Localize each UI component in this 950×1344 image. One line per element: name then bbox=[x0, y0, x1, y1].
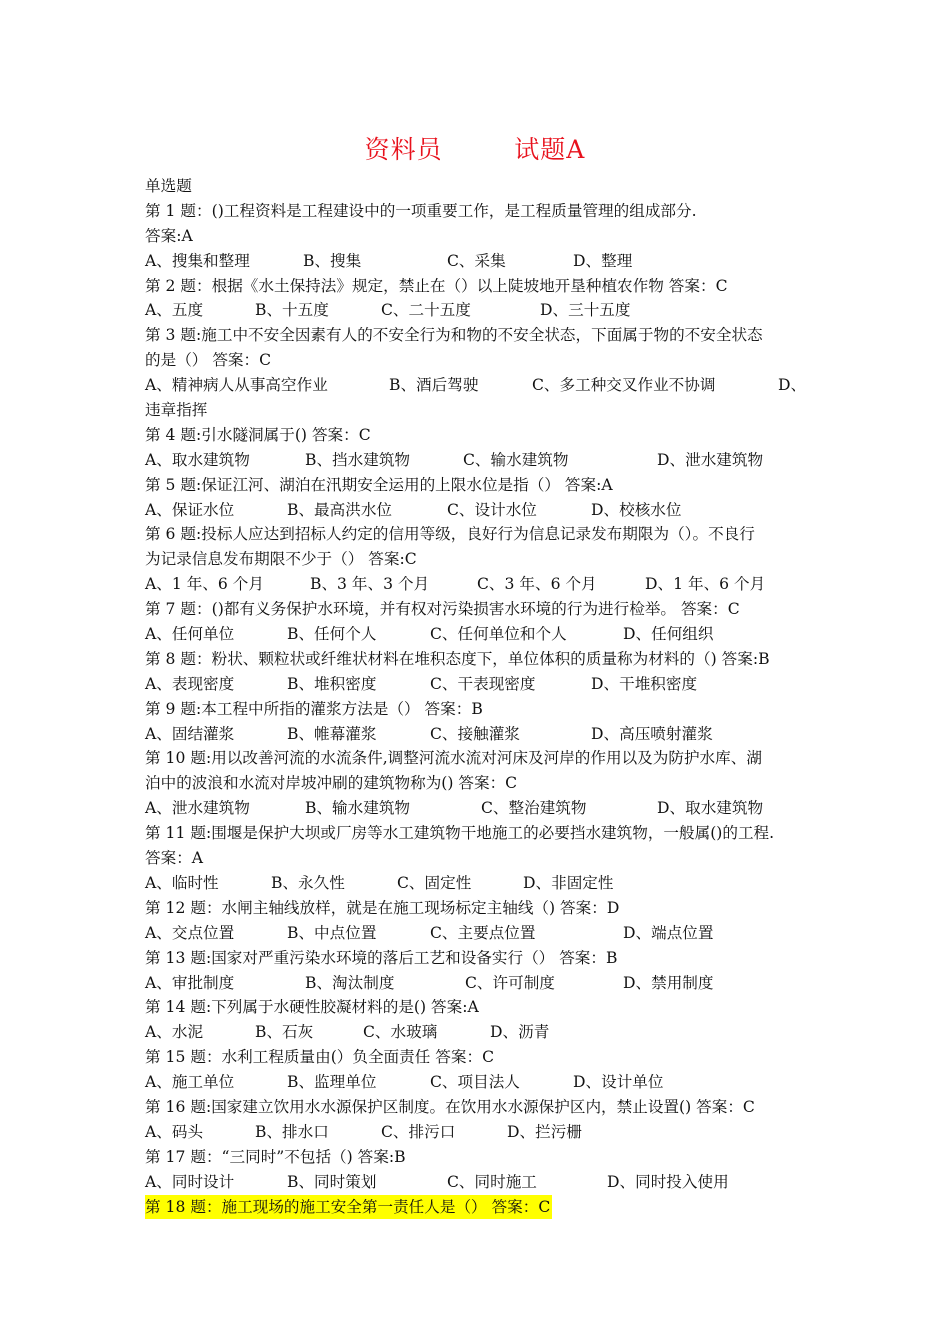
answer-option: A、固结灌浆 bbox=[145, 724, 235, 743]
question-15-options bbox=[145, 1070, 813, 1095]
answer-option: D、端点位置 bbox=[623, 923, 714, 942]
answer-option: D、拦污栅 bbox=[507, 1122, 582, 1141]
question-2-text bbox=[145, 274, 813, 299]
answer-option: C、排污口 bbox=[381, 1122, 456, 1141]
question-3-options bbox=[145, 373, 813, 398]
answer-option: C、干表现密度 bbox=[430, 674, 536, 693]
question-list bbox=[145, 174, 813, 1219]
answer-option: D、整理 bbox=[573, 251, 633, 270]
answer-option: C、水玻璃 bbox=[363, 1023, 438, 1042]
question-text-line: 答案：A bbox=[145, 849, 204, 868]
question-text-line: 第 12 题：水闸主轴线放样，就是在施工现场标定主轴线（) 答案：D bbox=[145, 898, 620, 917]
question-12-text bbox=[145, 896, 813, 921]
answer-option: D、三十五度 bbox=[540, 301, 631, 320]
answer-option: A、审批制度 bbox=[145, 973, 235, 992]
answer-option: A、泄水建筑物 bbox=[145, 799, 250, 818]
answer-option: A、交点位置 bbox=[145, 923, 235, 942]
answer-option: C、任何单位和个人 bbox=[430, 625, 567, 644]
answer-option: C、3 年、6 个月 bbox=[477, 575, 597, 594]
question-11-text bbox=[145, 846, 813, 871]
question-1-text bbox=[145, 224, 813, 249]
answer-option: D、任何组织 bbox=[623, 625, 714, 644]
answer-option: D、同时投入使用 bbox=[607, 1172, 729, 1191]
question-text-line: 第 3 题:施工中不安全因素有人的不安全行为和物的不安全状态，下面属于物的不安全状态 bbox=[145, 326, 763, 345]
answer-option: C、许可制度 bbox=[465, 973, 555, 992]
answer-option: B、3 年、3 个月 bbox=[310, 575, 430, 594]
question-6-options bbox=[145, 572, 813, 597]
answer-option: C、设计水位 bbox=[447, 500, 537, 519]
question-text-line: 第 15 题：水利工程质量由(）负全面责任 答案：C bbox=[145, 1048, 495, 1067]
answer-option: C、输水建筑物 bbox=[463, 450, 569, 469]
answer-option: C、主要点位置 bbox=[430, 923, 536, 942]
answer-option: D、泄水建筑物 bbox=[657, 450, 764, 469]
answer-option: A、施工单位 bbox=[145, 1073, 235, 1092]
question-text-line: 第 17 题：“三同时”不包括（) 答案:B bbox=[145, 1147, 406, 1166]
question-10-options bbox=[145, 796, 813, 821]
question-text-line: 第 5 题:保证江河、湖泊在汛期安全运用的上限水位是指（） 答案:A bbox=[145, 475, 613, 494]
answer-option: D、干堆积密度 bbox=[591, 674, 698, 693]
answer-option: D、取水建筑物 bbox=[657, 799, 764, 818]
answer-option: C、接触灌浆 bbox=[430, 724, 520, 743]
answer-option: C、采集 bbox=[447, 251, 506, 270]
answer-option: A、五度 bbox=[145, 301, 204, 320]
answer-option: B、搜集 bbox=[303, 251, 362, 270]
section-heading: 单选题 bbox=[145, 177, 192, 195]
question-text-line: 第 11 题:围堰是保护大坝或厂房等水工建筑物干地施工的必要挡水建筑物，一般属()的工程. bbox=[145, 824, 775, 843]
answer-option: A、水泥 bbox=[145, 1023, 204, 1042]
answer-option: B、酒后驾驶 bbox=[389, 376, 479, 395]
question-12-options bbox=[145, 921, 813, 946]
answer-option: D、高压喷射灌浆 bbox=[591, 724, 713, 743]
answer-option: B、排水口 bbox=[255, 1122, 329, 1141]
answer-option: C、二十五度 bbox=[381, 301, 471, 320]
question-text-line: 的是（） 答案：C bbox=[145, 351, 272, 370]
document-title bbox=[0, 130, 950, 166]
question-5-options bbox=[145, 498, 813, 523]
question-10-text bbox=[145, 771, 813, 796]
answer-option: C、项目法人 bbox=[430, 1073, 520, 1092]
question-text-line: 第 6 题:投标人应达到招标人约定的信用等级，良好行为信息记录发布期限为（）。不良行 bbox=[145, 525, 755, 544]
question-6-text bbox=[145, 547, 813, 572]
question-15-text bbox=[145, 1045, 813, 1070]
answer-option: B、堆积密度 bbox=[287, 674, 377, 693]
answer-option: D、禁用制度 bbox=[623, 973, 714, 992]
question-2-options bbox=[145, 298, 813, 323]
answer-option: C、固定性 bbox=[397, 873, 472, 892]
question-text-line: 第 8 题：粉状、颗粒状或纤维状材料在堆积态度下，单位体积的质量称为材料的（) 答案:B bbox=[145, 649, 770, 668]
question-13-options bbox=[145, 971, 813, 996]
question-text-line: 第 9 题:本工程中所指的灌浆方法是（） 答案：B bbox=[145, 699, 483, 718]
question-18-text bbox=[145, 1195, 813, 1220]
question-text-line: 第 13 题:国家对严重污染水环境的落后工艺和设备实行（） 答案：B bbox=[145, 948, 618, 967]
question-13-text bbox=[145, 946, 813, 971]
question-1-options bbox=[145, 249, 813, 274]
answer-option: A、1 年、6 个月 bbox=[145, 575, 264, 594]
answer-option: D、 bbox=[778, 376, 807, 395]
answer-option: B、最高洪水位 bbox=[287, 500, 393, 519]
question-text-line: 为记录信息发布期限不少于（） 答案:C bbox=[145, 550, 417, 569]
answer-option: B、挡水建筑物 bbox=[305, 450, 411, 469]
answer-option: A、保证水位 bbox=[145, 500, 235, 519]
question-5-text bbox=[145, 473, 813, 498]
question-11-options bbox=[145, 871, 813, 896]
answer-option: B、监理单位 bbox=[287, 1073, 377, 1092]
question-4-text bbox=[145, 423, 813, 448]
question-16-text bbox=[145, 1095, 813, 1120]
answer-option: C、整治建筑物 bbox=[481, 799, 587, 818]
question-text-line: 第 14 题:下列属于水硬性胶凝材料的是() 答案:A bbox=[145, 998, 479, 1017]
question-14-options bbox=[145, 1020, 813, 1045]
question-4-options bbox=[145, 448, 813, 473]
question-17-text bbox=[145, 1145, 813, 1170]
answer-option: B、石灰 bbox=[255, 1023, 314, 1042]
answer-option: A、码头 bbox=[145, 1122, 204, 1141]
question-text-line: 第 1 题：()工程资料是工程建设中的一项重要工作，是工程质量管理的组成部分. bbox=[145, 201, 697, 220]
question-10-text bbox=[145, 746, 813, 771]
answer-option: A、取水建筑物 bbox=[145, 450, 250, 469]
answer-option: D、非固定性 bbox=[523, 873, 614, 892]
question-9-text bbox=[145, 697, 813, 722]
question-3-text bbox=[145, 348, 813, 373]
answer-option: B、十五度 bbox=[255, 301, 329, 320]
question-11-text bbox=[145, 821, 813, 846]
answer-option: B、输水建筑物 bbox=[305, 799, 411, 818]
question-8-options bbox=[145, 672, 813, 697]
question-1-text bbox=[145, 199, 813, 224]
question-7-text bbox=[145, 597, 813, 622]
question-3-option-continued: 违章指挥 bbox=[145, 401, 208, 420]
title-part-3: A bbox=[566, 135, 586, 164]
answer-option: A、表现密度 bbox=[145, 674, 235, 693]
title-part-1: 资料员 bbox=[364, 135, 443, 164]
answer-option: D、校核水位 bbox=[591, 500, 682, 519]
answer-option: D、沥青 bbox=[490, 1023, 550, 1042]
question-8-text bbox=[145, 647, 813, 672]
answer-option: A、任何单位 bbox=[145, 625, 235, 644]
question-7-options bbox=[145, 622, 813, 647]
answer-option: D、设计单位 bbox=[573, 1073, 664, 1092]
title-part-2: 试题 bbox=[514, 135, 567, 164]
answer-option: B、中点位置 bbox=[287, 923, 377, 942]
answer-option: A、临时性 bbox=[145, 873, 219, 892]
answer-option: B、永久性 bbox=[271, 873, 345, 892]
answer-option: A、搜集和整理 bbox=[145, 251, 250, 270]
question-text-line: 第 10 题:用以改善河流的水流条件,调整河流水流对河床及河岸的作用以及为防护水库、湖 bbox=[145, 749, 762, 768]
answer-option: C、多工种交叉作业不协调 bbox=[532, 376, 716, 395]
question-text-line: 第 16 题:国家建立饮用水水源保护区制度。在饮用水水源保护区内，禁止设置() 答案：C bbox=[145, 1097, 755, 1116]
answer-option: B、同时策划 bbox=[287, 1172, 377, 1191]
answer-option: B、帷幕灌浆 bbox=[287, 724, 377, 743]
question-text-line: 第 7 题：()都有义务保护水环境，并有权对污染损害水环境的行为进行检举。 答案：C bbox=[145, 600, 740, 619]
answer-option: A、精神病人从事高空作业 bbox=[145, 376, 328, 395]
answer-option: B、任何个人 bbox=[287, 625, 377, 644]
question-16-options bbox=[145, 1120, 813, 1145]
question-text-line: 答案:A bbox=[145, 226, 193, 245]
question-text-line: 泊中的波浪和水流对岸坡冲刷的建筑物称为() 答案：C bbox=[145, 774, 518, 793]
answer-option: D、1 年、6 个月 bbox=[645, 575, 766, 594]
answer-option: C、同时施工 bbox=[447, 1172, 537, 1191]
question-text-line: 第 2 题：根据《水土保持法》规定，禁止在（）以上陡坡地开垦种植农作物 答案：C bbox=[145, 276, 728, 295]
question-text-line: 第 4 题:引水隧洞属于() 答案：C bbox=[145, 425, 371, 444]
answer-option: A、同时设计 bbox=[145, 1172, 235, 1191]
question-17-options bbox=[145, 1170, 813, 1195]
question-9-options bbox=[145, 722, 813, 747]
question-text-line: 第 18 题：施工现场的施工安全第一责任人是（） 答案：C bbox=[145, 1195, 552, 1220]
question-3-text bbox=[145, 323, 813, 348]
question-14-text bbox=[145, 995, 813, 1020]
question-6-text bbox=[145, 522, 813, 547]
answer-option: B、淘汰制度 bbox=[305, 973, 395, 992]
